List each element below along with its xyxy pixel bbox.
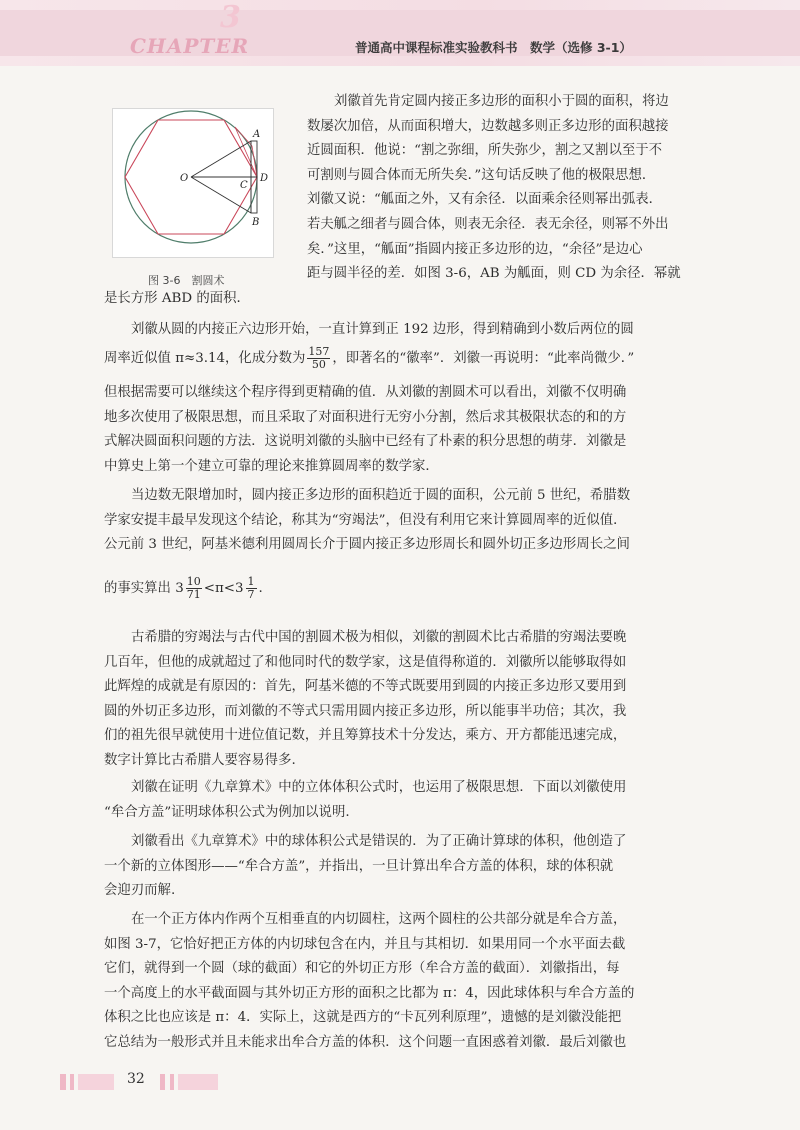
p1-line-1: 刘徽首先肯定圆内接正多边形的面积小于圆的面积，将边 xyxy=(334,94,669,109)
p2-line-5: 式解决圆面积问题的方法．这说明刘徽的头脑中已经有了朴素的积分思想的萌芽．刘徽是 xyxy=(104,434,627,450)
footer-bar-5 xyxy=(170,1074,174,1090)
footer-bar-2 xyxy=(70,1074,74,1090)
p2-line-1: 刘徽从圆的内接正六边形开始，一直计算到正 192 边形，得到精确到小数后两位的圆 xyxy=(131,322,634,337)
p7-line-1: 在一个正方体内作两个互相垂直的内切圆柱，这两个圆柱的公共部分就是牟合方盖， xyxy=(131,912,627,927)
p3-line-2: 学家安提丰最早发现这个结论，称其为“穷竭法”，但没有利用它来计算圆周率的近似值． xyxy=(104,512,627,528)
figure-3-6 xyxy=(112,108,274,258)
book-title: 普通高中课程标准实验教科书 数学（选修 3-1） xyxy=(355,40,632,55)
page-header xyxy=(0,0,800,66)
label-b: B xyxy=(252,217,260,228)
fraction-numerator: 10 xyxy=(186,575,201,588)
p7-line-3: 它们，就得到一个圆（球的截面）和它的外切正方形（牟合方盖的截面）．刘徽指出，每 xyxy=(104,961,620,977)
p4-line-1: 古希腊的穷竭法与古代中国的割圆术极为相似，刘徽的割圆术比古希腊的穷竭法要晚 xyxy=(131,630,627,645)
p2-line-2-before: 周率近似值 π≈3.14，化成分数为 xyxy=(104,351,306,366)
chapter-number: 3 xyxy=(220,0,241,35)
p7-line-5: 体积之比也应该是 π：4．实际上，这就是西方的“卡瓦列利原理”，遗憾的是刘徽没能把 xyxy=(104,1010,622,1026)
fraction-numerator: 157 xyxy=(308,345,330,358)
p7-line-4: 一个高度上的水平截面圆与其外切正方形的面积之比都为 π：4，因此球体积与牟合方盖的 xyxy=(104,985,635,1001)
p6-line-2: 一个新的立体图形——“牟合方盖”，并指出，一旦计算出牟合方盖的体积，球的体积就 xyxy=(104,858,614,874)
circle-cutting-diagram xyxy=(113,109,273,257)
label-a: A xyxy=(253,129,261,140)
p1-line-5: 刘徽又说：“觚面之外，又有余径．以面乘余径则幂出弧表． xyxy=(307,192,662,208)
p2-line-6: 中算史上第一个建立可靠的理论来推算圆周率的数学家． xyxy=(104,458,439,474)
fraction-denominator: 7 xyxy=(247,588,255,601)
label-o: O xyxy=(180,173,189,184)
watermark-mark: ​ xyxy=(466,770,474,833)
fraction-1-7 xyxy=(246,576,257,601)
p2-line-2-after: ，即著名的“徽率”．刘徽一再说明：“此率尚微少．” xyxy=(332,351,635,366)
p7-line-6: 它总结为一般形式并且未能求出牟合方盖的体积．这个问题一直困惑着刘徽．最后刘徽也 xyxy=(104,1035,627,1050)
page-number: 32 xyxy=(127,1071,145,1087)
footer-bar-3 xyxy=(78,1074,114,1090)
p3-line-4-mid: <π<3 xyxy=(203,581,244,596)
p3-line-3: 公元前 3 世纪，阿基米德利用圆周长介于圆内接正多边形周长和圆外切正多边形周长之间 xyxy=(104,537,630,553)
p1-line-9: 是长方形 ABD 的面积． xyxy=(104,290,250,306)
p1-line-8: 距与圆半径的差．如图 3-6，AB 为觚面，则 CD 为余径．幂就 xyxy=(307,266,681,282)
p6-line-3: 会迎刃而解. xyxy=(104,883,176,899)
p3-line-4-before: 的事实算出 3 xyxy=(104,581,184,596)
fraction-denominator: 71 xyxy=(186,588,201,601)
p2-line-4: 地多次使用了极限思想，而且采取了对面积进行无穷小分割，然后求其极限状态的和的方 xyxy=(104,409,627,425)
p1-line-2: 数屡次加倍，从而面积增大，边数越多则正多边形的面积越接 xyxy=(307,118,669,134)
p1-line-6: 若夫觚之细者与圆合体，则表无余径．表无余径，则幂不外出 xyxy=(307,217,669,232)
footer-bar-4 xyxy=(160,1074,165,1090)
p6-line-1: 刘徽看出《九章算术》中的球体积公式是错误的．为了正确计算球的体积，他创造了 xyxy=(131,834,627,849)
chapter-label: CHAPTER xyxy=(130,34,250,58)
p2-line-2 xyxy=(104,346,634,372)
p2-line-3: 但根据需要可以继续这个程序得到更精确的值．从刘徽的割圆术可以看出，刘徽不仅明确 xyxy=(104,385,627,400)
label-d: D xyxy=(260,173,269,184)
p4-line-3: 此辉煌的成就是有原因的：首先，阿基米德的不等式既要用到圆的内接正多边形又要用到 xyxy=(104,679,627,695)
p3-line-4 xyxy=(104,576,263,602)
p4-line-5: 们的祖先很早就使用十进位值记数，并且筹算技术十分发达，乘方、开方都能迅速完成， xyxy=(104,728,627,744)
p5-line-1: 刘徽在证明《九章算术》中的立体体积公式时，也运用了极限思想．下面以刘徽使用 xyxy=(131,780,627,795)
p4-line-4: 圆的外切正多边形，而刘徽的不等式只需用圆内接正多边形，所以能事半功倍；其次，我 xyxy=(104,703,627,719)
p1-line-4: 可割则与圆合体而无所失矣．”这句话反映了他的极限思想． xyxy=(307,167,656,183)
p3-line-1: 当边数无限增加时，圆内接正多边形的面积趋近于圆的面积，公元前 5 世纪，希腊数 xyxy=(131,488,631,503)
footer-bar-6 xyxy=(178,1074,218,1090)
fraction-10-71 xyxy=(186,576,202,601)
radius-oa xyxy=(191,141,251,177)
fraction-denominator: 50 xyxy=(311,358,326,371)
footer-bar-1 xyxy=(60,1074,66,1090)
p7-line-2: 如图 3-7，它恰好把正方体的内切球包含在内，并且与其相切．如果用同一个水平面去截 xyxy=(104,936,626,952)
p4-line-6: 数字计算比古希腊人要容易得多. xyxy=(104,753,296,768)
p5-line-2: “牟合方盖”证明球体积公式为例加以说明. xyxy=(104,804,350,820)
p4-line-2: 几百年，但他的成就超过了和他同时代的数学家，这是值得称道的．刘徽所以能够取得如 xyxy=(104,654,627,670)
p1-line-7: 矣．”这里，“觚面”指圆内接正多边形的边，“余径”是边心 xyxy=(307,241,643,257)
p3-line-4-end: . xyxy=(258,581,263,596)
fraction-157-50 xyxy=(307,346,330,371)
figure-caption: 图 3-6 割圆术 xyxy=(148,274,225,287)
fraction-numerator: 1 xyxy=(247,575,255,588)
label-c: C xyxy=(240,180,248,191)
p1-line-3: 近圆面积．他说：“割之弥细，所失弥少，割之又割以至于不 xyxy=(307,143,662,159)
